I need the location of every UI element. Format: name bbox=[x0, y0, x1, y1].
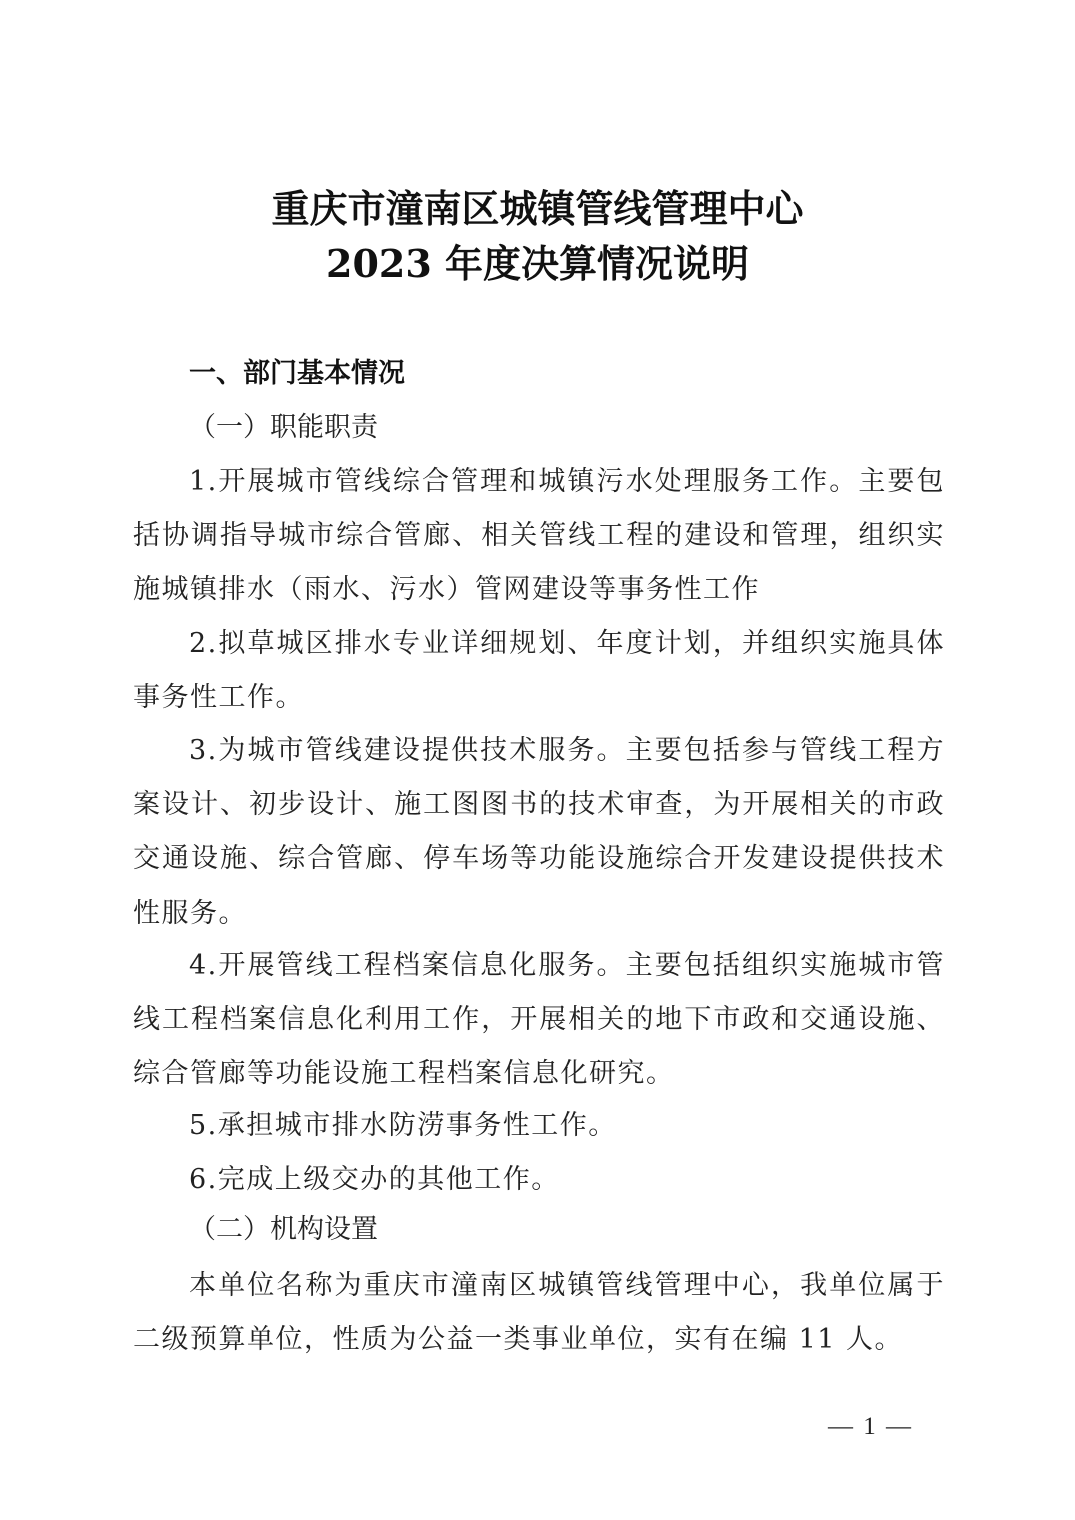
organization-paragraph: 本单位名称为重庆市潼南区城镇管线管理中心，我单位属于二级预算单位，性质为公益一类事业单位，实有在编 11 人。 bbox=[133, 1270, 945, 1356]
section-heading-basic-info: 一、部门基本情况 bbox=[189, 358, 405, 389]
duty-item-4: 4.开展管线工程档案信息化服务。主要包括组织实施城市管线工程档案信息化利用工作，开展相关的地下市政和交通设施、综合管廊等功能设施工程档案信息化研究。 bbox=[133, 950, 945, 1090]
duty-item-5: 5.承担城市排水防涝事务性工作。 bbox=[189, 1110, 617, 1141]
duty-item-1: 1.开展城市管线综合管理和城镇污水处理服务工作。主要包括协调指导城市综合管廊、相关管线工程的建设和管理，组织实施城镇排水（雨水、污水）管网建设等事务性工作 bbox=[133, 466, 945, 606]
page-number: — 1 — bbox=[828, 1413, 913, 1440]
subsection-heading-organization: （二）机构设置 bbox=[189, 1214, 378, 1245]
subsection-heading-duties: （一）职能职责 bbox=[189, 412, 378, 443]
duty-item-2: 2.拟草城区排水专业详细规划、年度计划，并组织实施具体事务性工作。 bbox=[133, 628, 945, 714]
document-title-line2: 2023 年度决算情况说明 bbox=[326, 241, 749, 286]
duty-item-6: 6.完成上级交办的其他工作。 bbox=[189, 1164, 560, 1195]
duty-item-3: 3.为城市管线建设提供技术服务。主要包括参与管线工程方案设计、初步设计、施工图图书的技术审查，为开展相关的市政交通设施、综合管廊、停车场等功能设施综合开发建设提供技术性服务。 bbox=[133, 735, 945, 929]
document-title-line1: 重庆市潼南区城镇管线管理中心 bbox=[271, 186, 804, 231]
